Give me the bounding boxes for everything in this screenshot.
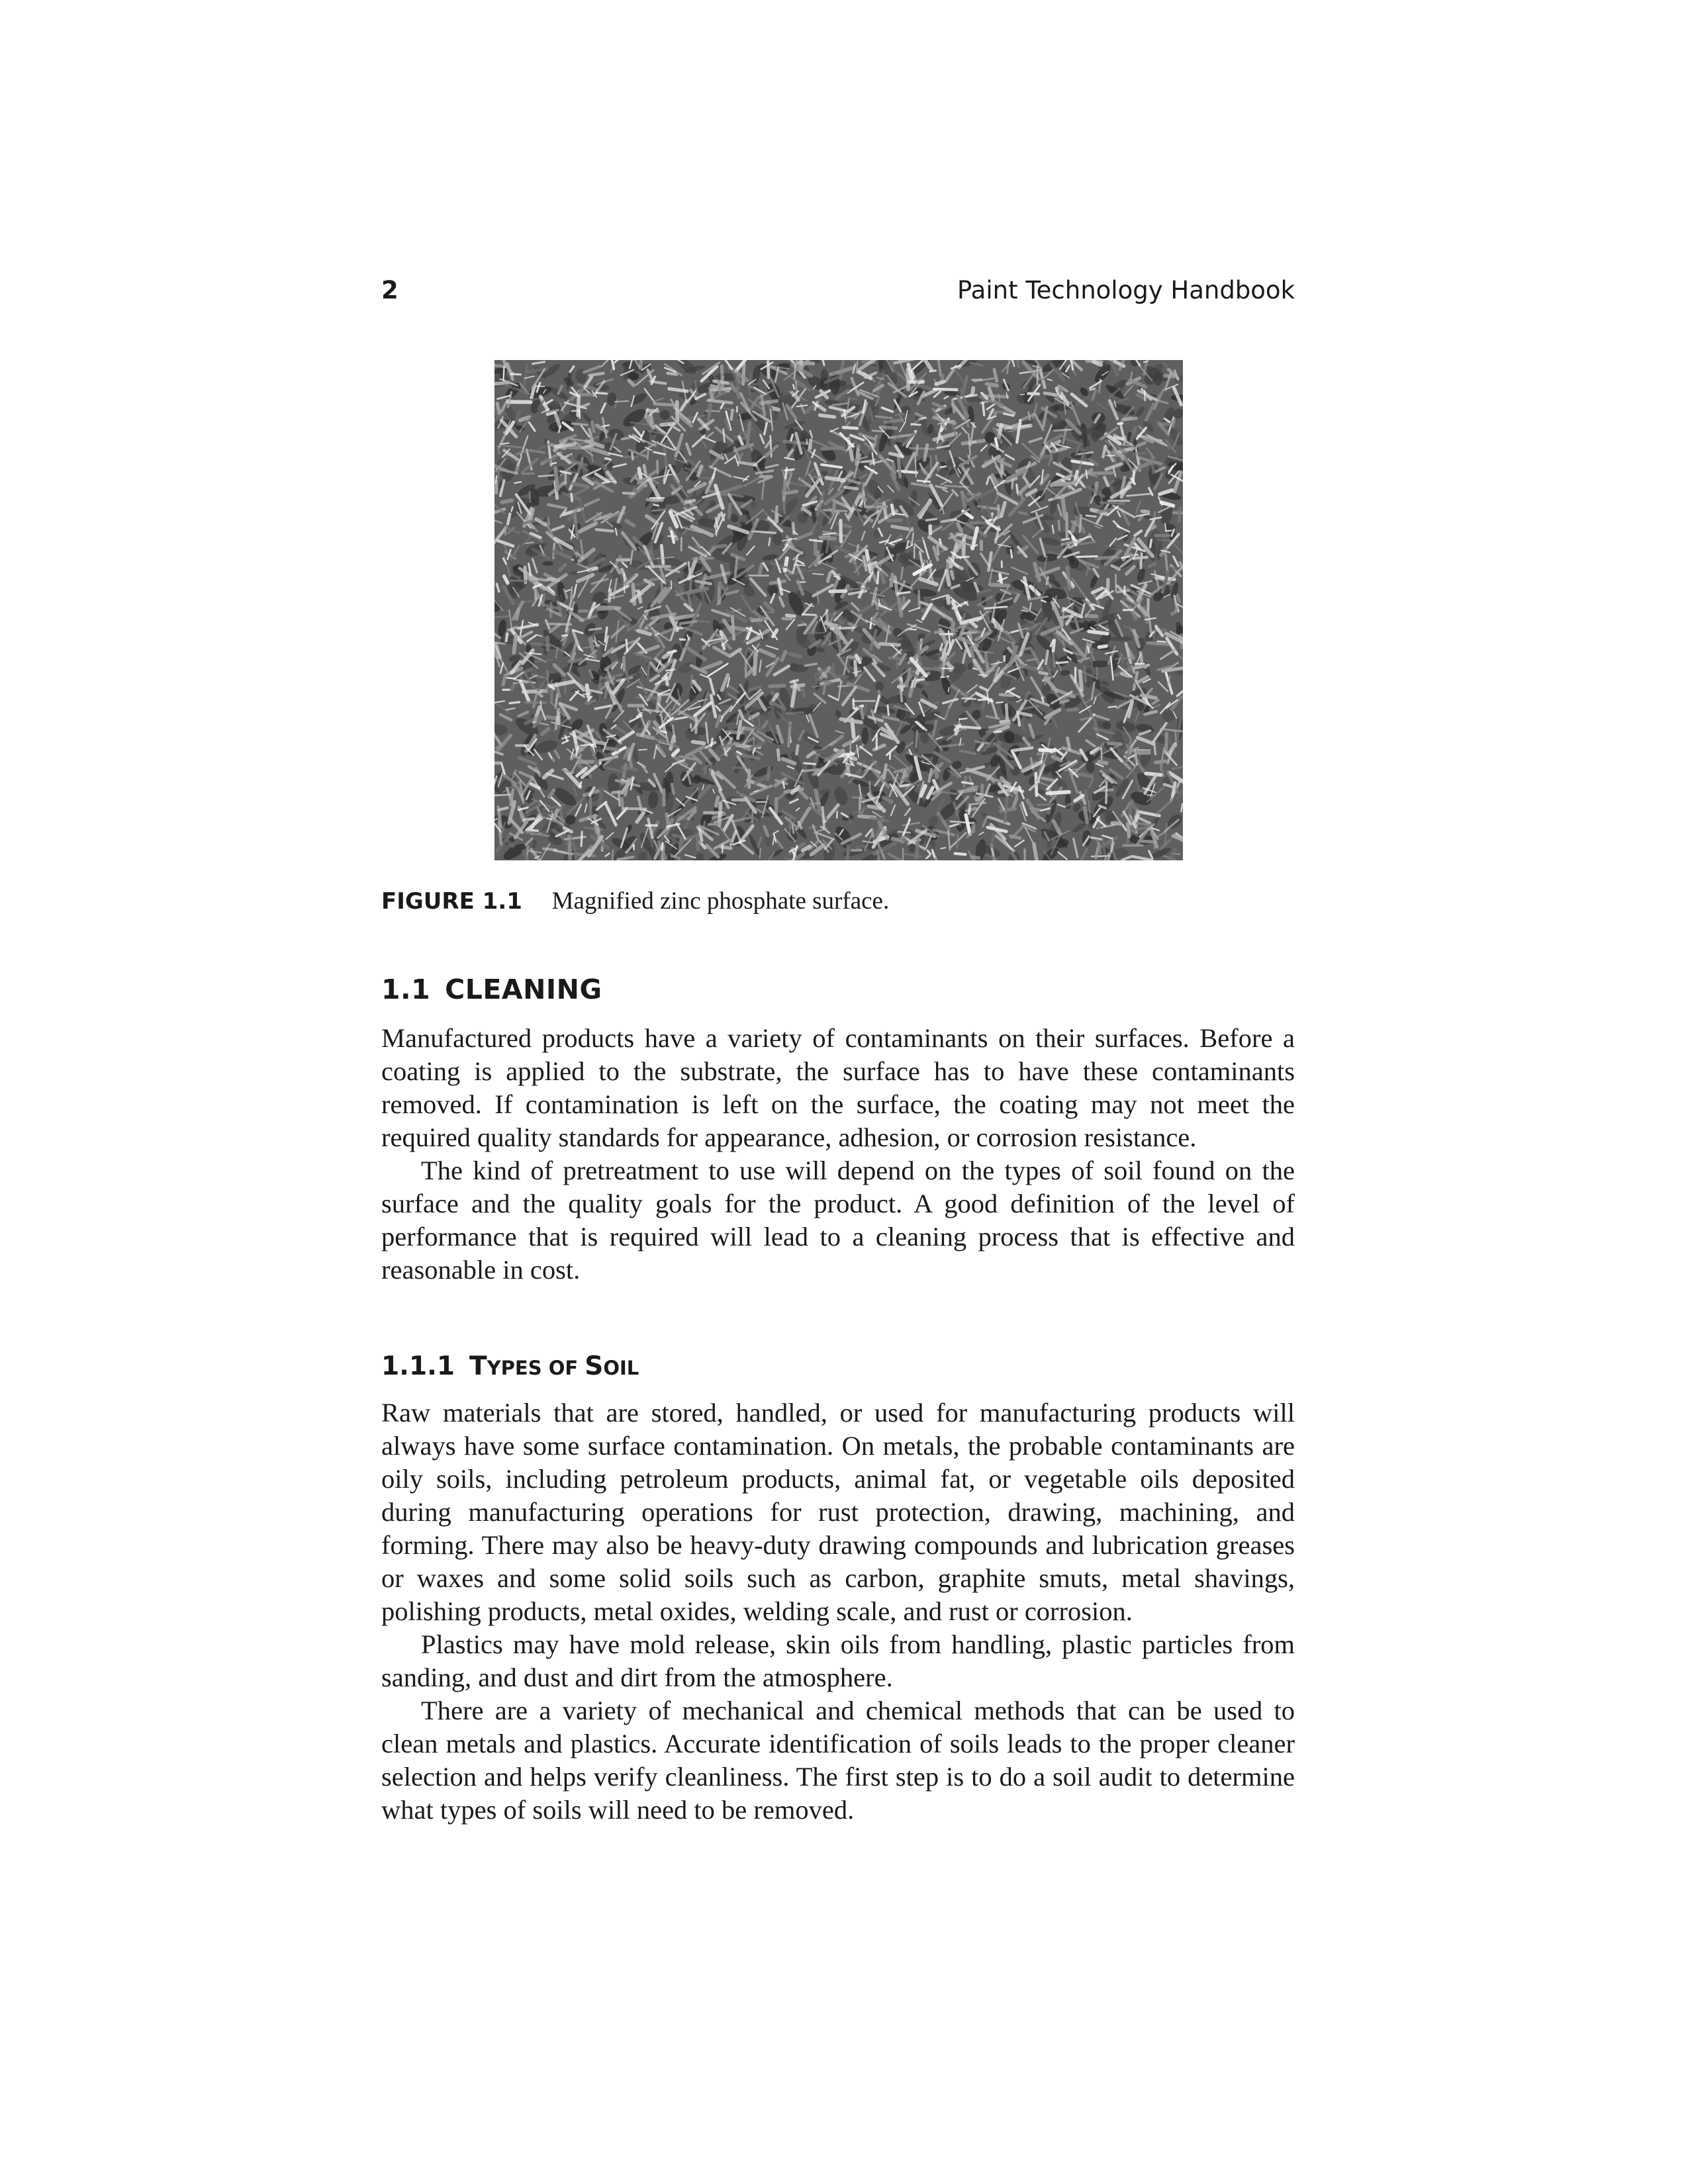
paragraph: Manufactured products have a variety of contaminants on their surfaces. Before a coating is applied to the substrate, the surface has to have these contaminants removed. If contamination is left on the surface, the coating may not meet the required quality standards for appearance, adhesion, or corrosion resistance. — [381, 1023, 1295, 1152]
subsection-title-rest-1: YPES OF — [487, 1357, 585, 1379]
subsection-number: 1.1.1 — [381, 1351, 455, 1381]
subsection-title-cap-1: T — [469, 1351, 487, 1381]
subsection-heading — [381, 1350, 639, 1385]
paragraph: Plastics may have mold release, skin oils from handling, plastic particles from sanding, and dust and dirt from the atmosphere. — [381, 1629, 1295, 1692]
page-number: 2 — [381, 276, 399, 304]
subsection-body — [381, 1396, 1295, 1827]
paragraph: There are a variety of mechanical and chemical methods that can be used to clean metals and plastics. Accurate identification of soils leads to the proper cleaner selection and helps verify cleanliness. The first step is to do a soil audit to determine what types of soils will need to be removed. — [381, 1696, 1295, 1825]
section-heading — [381, 973, 602, 1006]
subsection-title-cap-2: S — [585, 1351, 604, 1381]
section-title: CLEANING — [445, 974, 602, 1005]
figure-caption — [381, 887, 1295, 916]
micrograph-image — [494, 360, 1183, 860]
figure-label: FIGURE 1.1 — [381, 888, 522, 915]
section-body — [381, 1022, 1295, 1287]
zinc-phosphate-micrograph — [494, 360, 1183, 860]
running-title: Paint Technology Handbook — [957, 276, 1295, 304]
paragraph: The kind of pretreatment to use will depend on the types of soil found on the surface and the quality goals for the product. A good definition of the level of performance that is required will lead to a cleaning process that is effective and reasonable in cost. — [381, 1156, 1295, 1285]
subsection-title-rest-2: OIL — [603, 1357, 639, 1379]
page-header — [381, 268, 1295, 314]
figure-caption-text: Magnified zinc phosphate surface. — [551, 887, 890, 915]
section-number: 1.1 — [381, 974, 431, 1005]
paragraph: Raw materials that are stored, handled, or used for manufacturing products will always have some surface contamination. On metals, the probable contaminants are oily soils, including petroleum products, animal fat, or vegetable oils deposited during manufacturing operations for rust protection, drawing, machining, and forming. There may also be heavy-duty drawing compounds and lubrication greases or waxes and some solid soils such as carbon, graphite smuts, metal shavings, polishing products, metal oxides, welding scale, and rust or corrosion. — [381, 1398, 1295, 1626]
